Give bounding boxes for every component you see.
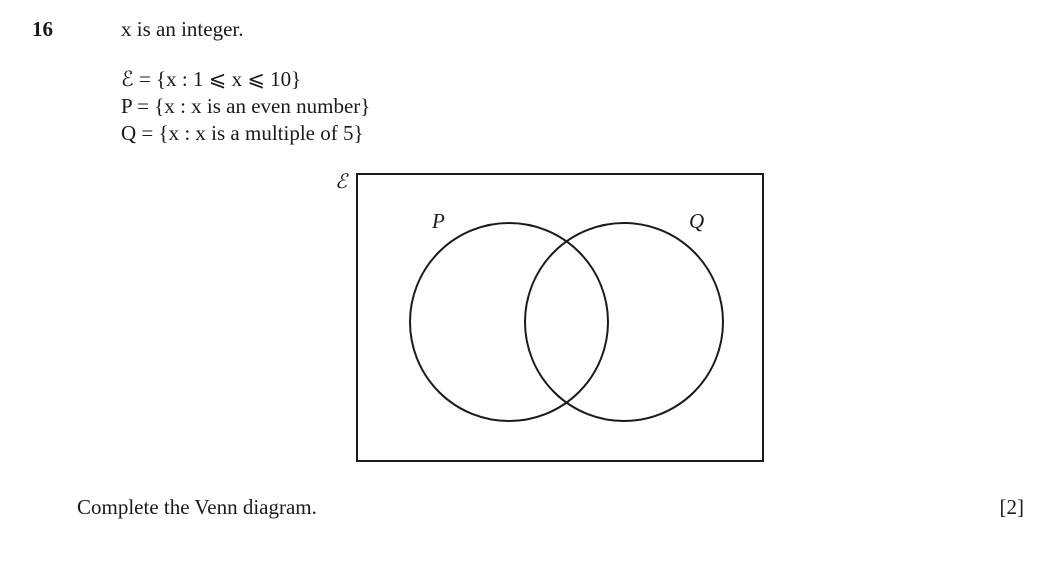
- set-q-label: Q: [689, 209, 705, 233]
- set-q-definition: Q = {x : x is a multiple of 5}: [121, 121, 364, 145]
- question-number: 16: [32, 17, 53, 41]
- set-p-circle: [410, 223, 608, 421]
- set-p-label: P: [432, 209, 445, 233]
- venn-diagram: [330, 168, 770, 468]
- universal-set-definition: ℰ = {x : 1 ⩽ x ⩽ 10}: [121, 67, 302, 91]
- universal-set-label: ℰ: [335, 171, 348, 193]
- marks-label: [2]: [999, 495, 1024, 519]
- set-p-definition: P = {x : x is an even number}: [121, 94, 371, 118]
- instruction-text: Complete the Venn diagram.: [77, 495, 317, 519]
- set-q-circle: [525, 223, 723, 421]
- question-intro-text: x is an integer.: [121, 17, 244, 41]
- question-intro: [121, 17, 243, 42]
